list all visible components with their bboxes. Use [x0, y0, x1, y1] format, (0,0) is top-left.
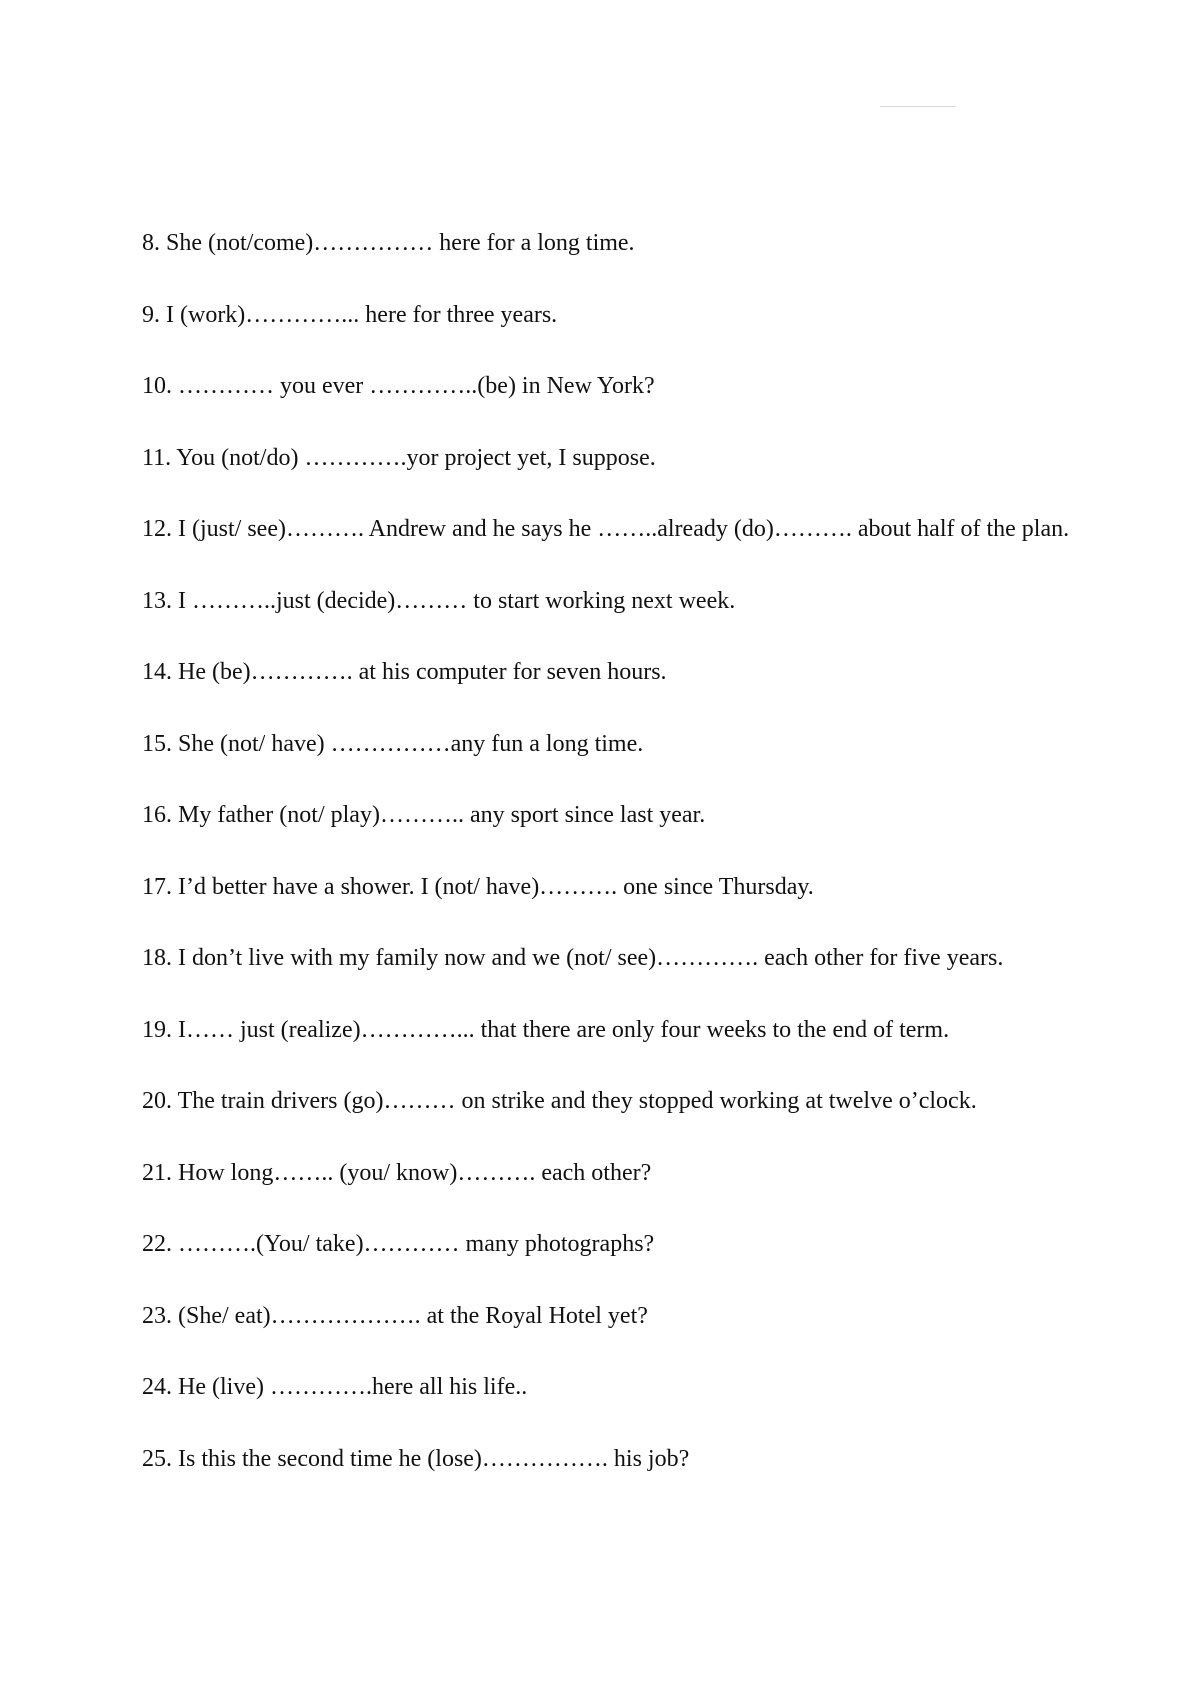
exercise-item-23: 23. (She/ eat)………………. at the Royal Hotel yet?	[142, 1302, 648, 1329]
exercise-item-22: 22. ……….(You/ take)………… many photographs?	[142, 1231, 655, 1257]
exercise-item-21: 21. How long…….. (you/ know)………. each other?	[142, 1159, 652, 1186]
exercise-item-10: 10. ………… you ever …………..(be) in New York?	[142, 373, 655, 399]
header-divider	[880, 106, 956, 107]
exercise-item-19: 19. I…… just (realize)…………... that there are only four weeks to the end of term.	[142, 1016, 950, 1043]
exercise-item-24: 24. He (live) ………….here all his life..	[142, 1374, 528, 1400]
exercise-item-13: 13. I ………..just (decide)……… to start working next week.	[142, 587, 736, 614]
exercise-list	[142, 222, 1087, 1509]
exercise-item-11: 11. You (not/do) ………….yor project yet, I suppose.	[142, 444, 656, 471]
exercise-item-9: 9. I (work)…………... here for three years.	[142, 301, 558, 328]
exercise-item-16: 16. My father (not/ play)……….. any sport since last year.	[142, 802, 706, 828]
exercise-item-14: 14. He (be)…………. at his computer for seven hours.	[142, 659, 667, 685]
exercise-item-8: 8. She (not/come)…………… here for a long time.	[142, 230, 635, 256]
exercise-item-15: 15. She (not/ have) ……………any fun a long time.	[142, 730, 644, 757]
exercise-item-17: 17. I’d better have a shower. I (not/ have)………. one since Thursday.	[142, 873, 814, 900]
exercise-item-12: 12. I (just/ see)………. Andrew and he says he ……..already (do)………. about half of the plan.	[142, 516, 1070, 542]
exercise-item-18: 18. I don’t live with my family now and we (not/ see)…………. each other for five years.	[142, 945, 1004, 971]
exercise-item-25: 25. Is this the second time he (lose)……………. his job?	[142, 1445, 690, 1472]
exercise-item-20: 20. The train drivers (go)……… on strike and they stopped working at twelve o’clock.	[142, 1088, 977, 1114]
